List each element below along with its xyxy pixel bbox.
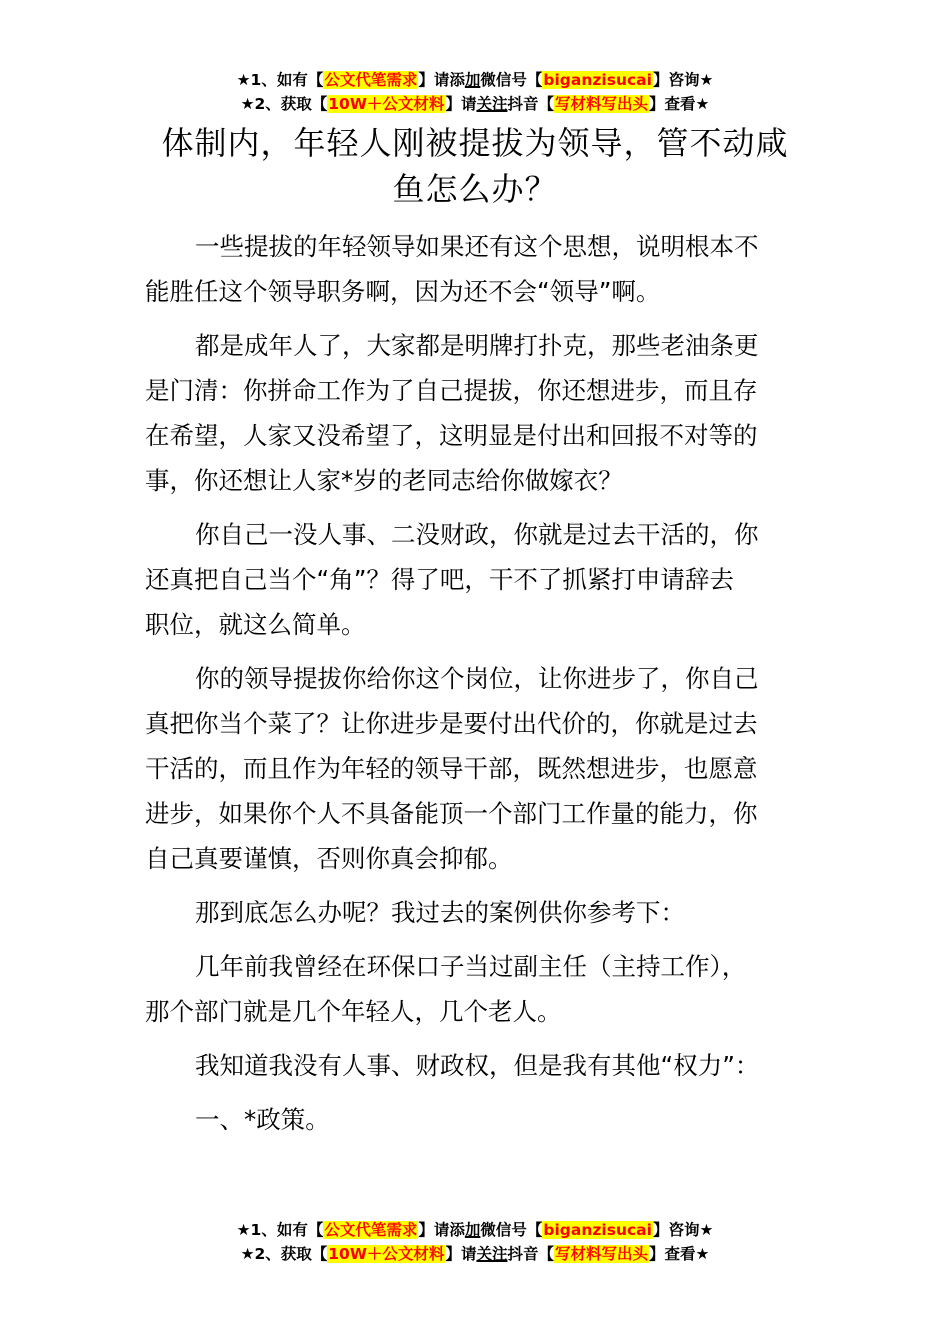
paragraph-line: 你自己一没人事、二没财政，你就是过去干活的，你	[195, 520, 759, 549]
promo-text: 】请添	[418, 1221, 465, 1239]
paragraph-line: 都是成年人了，大家都是明牌打扑克，那些老油条更	[195, 331, 759, 360]
footer-promo-line-1	[0, 1218, 950, 1242]
promo-text: 抖音【	[507, 1245, 554, 1263]
article-title	[145, 120, 805, 212]
promo-text: ★2、获取【	[240, 95, 328, 113]
footer-promo	[0, 1218, 950, 1266]
paragraph	[145, 890, 807, 935]
paragraph-line: 那到底怎么办呢？我过去的案例供你参考下：	[195, 898, 685, 927]
paragraph-line: 几年前我曾经在环保口子当过副主任（主持工作），	[195, 952, 747, 981]
paragraph-line: 能胜任这个领导职务啊，因为还不会“领导”啊。	[145, 277, 661, 306]
paragraph-line: 你的领导提拔你给你这个岗位，让你进步了，你自己	[195, 664, 759, 693]
promo-text: 】查看★	[649, 1245, 710, 1263]
promo-text: 】咨询★	[652, 1221, 714, 1239]
paragraph-line: 自己真要谨慎，否则你真会抑郁。	[145, 844, 513, 873]
paragraph-line: 在希望，人家又没希望了，这明显是付出和回报不对等的	[145, 421, 758, 450]
header-promo-line-1	[0, 68, 950, 92]
footer-promo-line-2	[0, 1242, 950, 1266]
paragraph	[145, 323, 807, 503]
promo-highlight: 公文代笔需求	[324, 71, 418, 89]
promo-text: 】请添	[418, 71, 465, 89]
paragraph-line: 干活的，而且作为年轻的领导干部，既然想进步，也愿意	[145, 754, 758, 783]
paragraph-line: 真把你当个菜了？让你进步是要付出代价的，你就是过去	[145, 709, 758, 738]
paragraph-line: 一些提拔的年轻领导如果还有这个思想，说明根本不	[195, 232, 759, 261]
promo-underlined: 关注	[476, 1245, 508, 1263]
promo-text: 】请	[445, 95, 477, 113]
article-body	[145, 224, 807, 1151]
promo-underlined: 加	[464, 71, 481, 89]
promo-douyin-name: 写材料写出头	[554, 1245, 648, 1263]
promo-text: 微信号【	[480, 1221, 543, 1239]
promo-wechat-id: biganzisucai	[543, 1221, 652, 1239]
promo-highlight: 10W＋公文材料	[328, 95, 445, 113]
promo-text: 】查看★	[649, 95, 710, 113]
promo-douyin-name: 写材料写出头	[554, 95, 648, 113]
promo-text: ★1、如有【	[236, 1221, 324, 1239]
paragraph-line: 那个部门就是几个年轻人，几个老人。	[145, 997, 562, 1026]
promo-text: ★2、获取【	[240, 1245, 328, 1263]
paragraph-line: 是门清：你拼命工作为了自己提拔，你还想进步，而且存	[145, 376, 758, 405]
paragraph-line: 一、*政策。	[195, 1105, 330, 1134]
title-line: 体制内，年轻人刚被提拔为领导，管不动咸	[161, 124, 789, 162]
paragraph-line: 进步，如果你个人不具备能顶一个部门工作量的能力，你	[145, 799, 758, 828]
paragraph	[145, 512, 807, 647]
promo-text: 】请	[445, 1245, 477, 1263]
promo-wechat-id: biganzisucai	[543, 71, 652, 89]
header-promo	[0, 68, 950, 116]
promo-underlined: 加	[464, 1221, 481, 1239]
promo-text: 抖音【	[507, 95, 554, 113]
promo-text: 】咨询★	[652, 71, 714, 89]
promo-highlight: 公文代笔需求	[324, 1221, 418, 1239]
paragraph-line: 职位，就这么简单。	[145, 610, 366, 639]
paragraph	[145, 1043, 807, 1088]
paragraph-line: 还真把自己当个“角”？得了吧，干不了抓紧打申请辞去	[145, 565, 734, 594]
paragraph	[145, 1097, 807, 1142]
title-line: 鱼怎么办？	[392, 170, 558, 208]
paragraph	[145, 224, 807, 314]
paragraph	[145, 944, 807, 1034]
promo-underlined: 关注	[476, 95, 508, 113]
promo-highlight: 10W＋公文材料	[328, 1245, 445, 1263]
promo-text: ★1、如有【	[236, 71, 324, 89]
paragraph-line: 我知道我没有人事、财政权，但是我有其他“权力”：	[195, 1051, 760, 1080]
promo-text: 微信号【	[480, 71, 543, 89]
header-promo-line-2	[0, 92, 950, 116]
paragraph-line: 事，你还想让人家*岁的老同志给你做嫁衣？	[145, 466, 623, 495]
paragraph	[145, 656, 807, 881]
